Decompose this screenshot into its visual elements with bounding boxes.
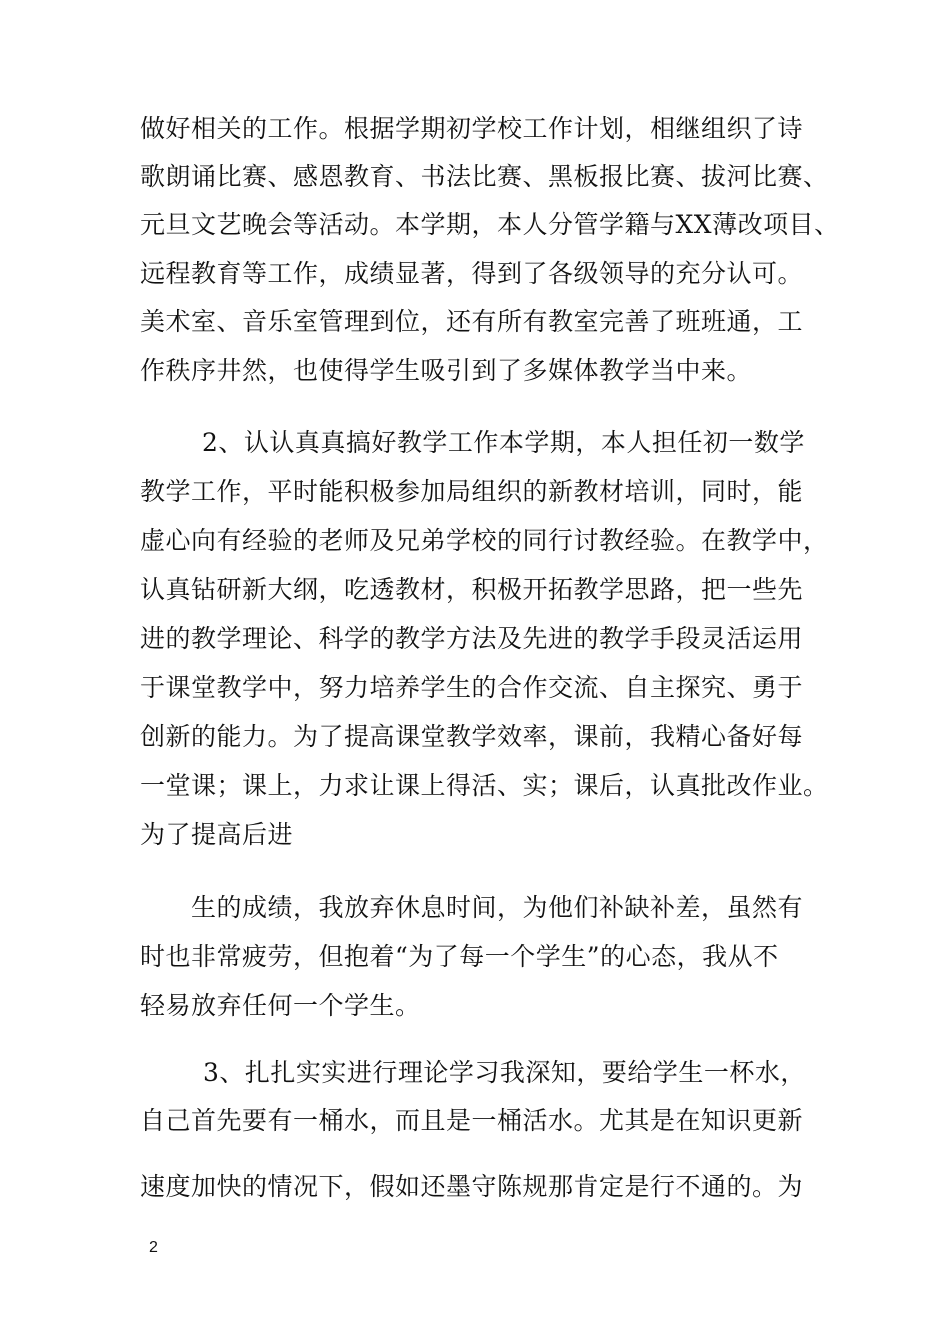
text-line: 2、认认真真搞好教学工作本学期，本人担任初一数学 bbox=[202, 428, 805, 457]
text-line: 创新的能力。为了提高课堂教学效率，课前，我精心备好每 bbox=[140, 722, 804, 751]
text-line: 教学工作，平时能积极参加局组织的新教材培训，同时，能 bbox=[140, 477, 804, 506]
text-line: 一堂课；课上，力求让课上得活、实；课后，认真批改作业。 bbox=[140, 771, 829, 800]
text-line: 生的成绩，我放弃休息时间，为他们补缺补差，虽然有 bbox=[191, 893, 804, 922]
text-line: 远程教育等工作，成绩显著，得到了各级领导的充分认可。 bbox=[140, 259, 804, 288]
text-line: 速度加快的情况下，假如还墨守陈规那肯定是行不通的。为 bbox=[140, 1172, 804, 1201]
text-line: 3、扎扎实实进行理论学习我深知，要给学生一杯水， bbox=[203, 1058, 806, 1087]
text-line: 作秩序井然，也使得学生吸引到了多媒体教学当中来。 bbox=[140, 356, 753, 385]
text-line: 歌朗诵比赛、感恩教育、书法比赛、黑板报比赛、拔河比赛、 bbox=[140, 162, 829, 191]
text-line: 美术室、音乐室管理到位，还有所有教室完善了班班通，工 bbox=[140, 307, 804, 336]
text-line: 自己首先要有一桶水，而且是一桶活水。尤其是在知识更新 bbox=[140, 1106, 804, 1135]
text-line: 虚心向有经验的老师及兄弟学校的同行讨教经验。在教学中， bbox=[140, 526, 829, 555]
text-line: 于课堂教学中，努力培养学生的合作交流、自主探究、勇于 bbox=[140, 673, 804, 702]
text-line: 做好相关的工作。根据学期初学校工作计划，相继组织了诗 bbox=[140, 114, 804, 143]
text-line: 时也非常疲劳，但抱着“为了每一个学生”的心态，我从不 bbox=[140, 942, 779, 971]
text-line: 进的教学理论、科学的教学方法及先进的教学手段灵活运用 bbox=[140, 624, 804, 653]
text-line: 轻易放弃任何一个学生。 bbox=[140, 991, 421, 1020]
text-line: 为了提高后进 bbox=[140, 820, 294, 849]
text-line: 元旦文艺晚会等活动。本学期，本人分管学籍与XX薄改项目、 bbox=[140, 210, 840, 239]
page-number: 2 bbox=[149, 1239, 158, 1256]
text-line: 认真钻研新大纲，吃透教材，积极开拓教学思路，把一些先 bbox=[140, 575, 804, 604]
